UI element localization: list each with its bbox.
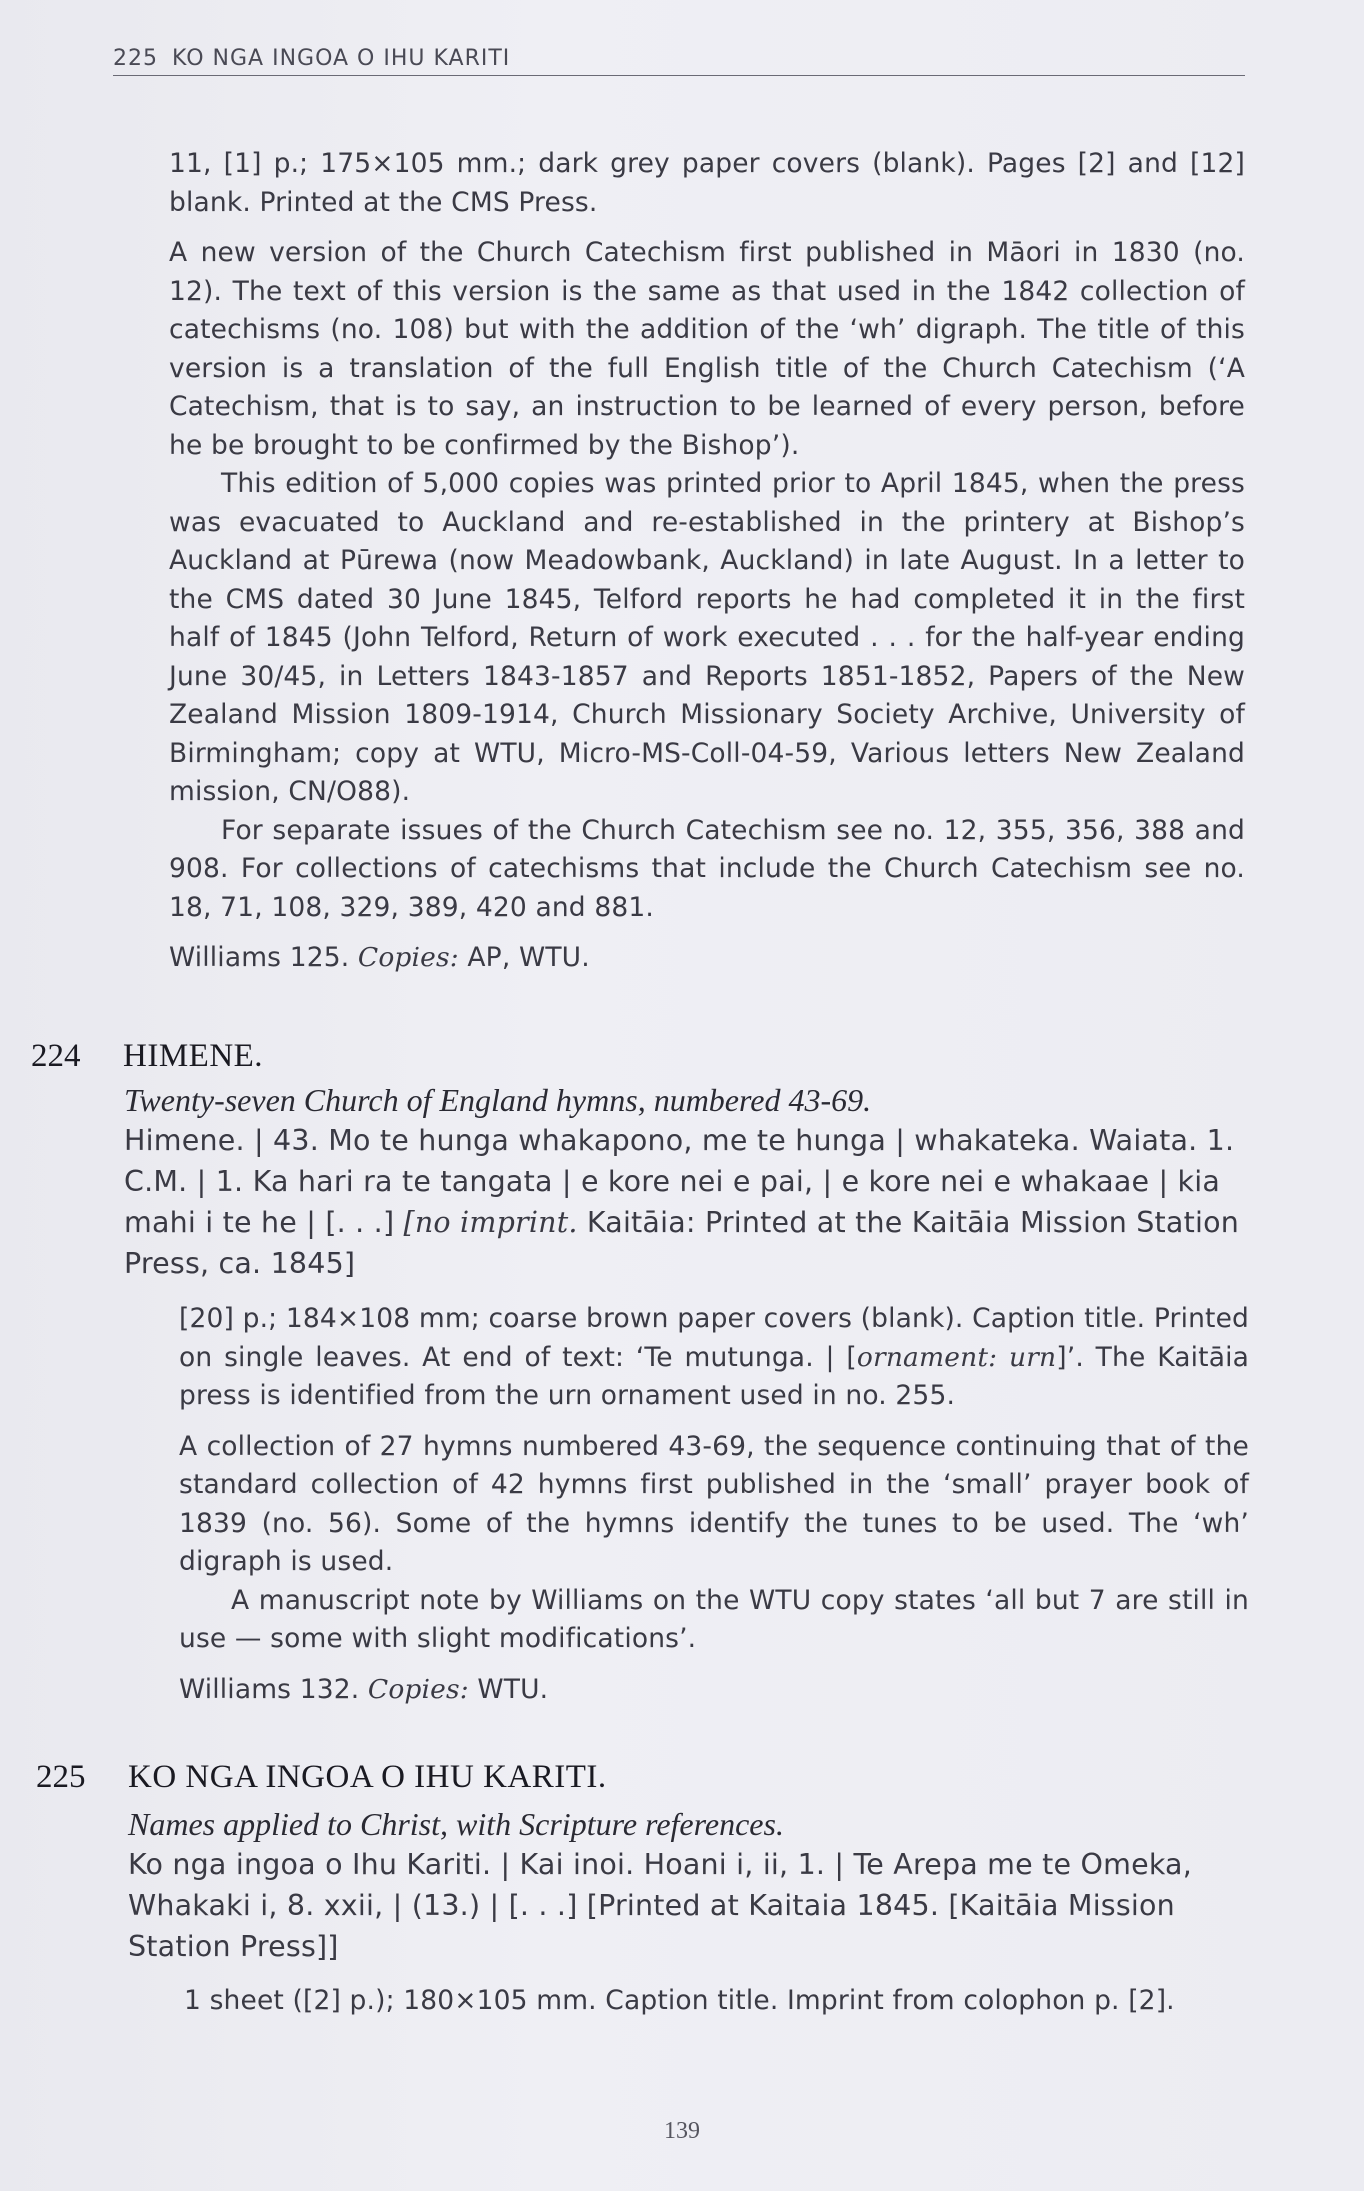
copies-value: WTU. [477, 1673, 549, 1705]
physical-description: 11, [1] p.; 175×105 mm.; dark grey paper covers (blank). Pages [2] and [12] blank. Printed at the CMS Press. [169, 148, 1245, 218]
entry-223-continuation [169, 145, 1245, 978]
copies-value: AP, WTU. [467, 942, 590, 973]
note-paragraph: For separate issues of the Church Catechism see no. 12, 355, 356, 388 and 908. For collections of catechisms that include the Church Catechism see no. 18, 71, 108, 329, 389, 420 and 881. [169, 814, 1245, 923]
title-transcription: Himene. | 43. Mo te hunga whakapono, me te hunga | whakateka. Waiata. 1. C.M. | 1. Ka hari ra te tangata | e kore nei e pai, | e kore nei e whakaae | kia mahi i te he | [. . .] [no imprint. Kaitāia: Printed at the Kaitāia Mission Station Press, ca. 1845] [124, 1124, 1239, 1280]
physical-description: [20] p.; 184×108 mm; coarse brown paper covers (blank). Caption title. Printed on single leaves. At end of text: ‘Te mutunga. | [ornament: urn]’. The Kaitāia press is identified from the urn ornament used in no. 255. [179, 1303, 1249, 1411]
running-head-title: KO NGA INGOA O IHU KARITI [172, 46, 511, 71]
entry-224-notes [179, 1300, 1249, 1709]
entry-number: 224 [31, 1038, 81, 1074]
copies-label: Copies: [367, 1673, 469, 1705]
english-title: Twenty-seven Church of England hymns, numbered 43-69. [124, 1082, 872, 1118]
entry-225-heading [36, 1759, 607, 1796]
entry-225-body [128, 1804, 1248, 1967]
reference-line [169, 939, 1245, 978]
entry-225-notes [184, 1982, 1249, 2021]
running-head-number: 225 [113, 46, 158, 71]
physical-description: 1 sheet ([2] p.); 180×105 mm. Caption title. Imprint from colophon p. [2]. [184, 1985, 1175, 2016]
entry-title: KO NGA INGOA O IHU KARITI. [128, 1759, 607, 1795]
english-title: Names applied to Christ, with Scripture references. [128, 1806, 784, 1842]
note-paragraph: This edition of 5,000 copies was printed prior to April 1845, when the press was evacuated to Auckland and re-established in the printery at Bishop’s Auckland at Pūrewa (now Meadowbank, Auckland) in late August. In a letter to the CMS dated 30 June 1845, Telford reports he had completed it in the first half of 1845 (John Telford, Return of work executed . . . for the half-year ending June 30/45, in Letters 1843-1857 and Reports 1851-1852, Papers of the New Zealand Mission 1809-1914, Church Missionary Society Archive, University of Birmingham; copy at WTU, Micro-MS-Coll-04-59, Various letters New Zealand mission, CN/O88). [169, 468, 1245, 807]
reference: Williams 132. [179, 1673, 360, 1705]
page-folio: 139 [664, 2118, 700, 2144]
title-transcription: Ko nga ingoa o Ihu Kariti. | Kai inoi. Hoani i, ii, 1. | Te Arepa me te Omeka, Whakaki i, 8. xxii, | (13.) | [. . .] [Printed at Kaitaia 1845. [Kaitāia Mission Station Press]] [128, 1848, 1192, 1963]
entry-224-body [124, 1080, 1249, 1284]
entry-title: HIMENE. [123, 1038, 264, 1074]
reference: Williams 125. [169, 942, 350, 973]
note-paragraph: A collection of 27 hymns numbered 43-69, the sequence continuing that of the standard collection of 42 hymns first published in the ‘small’ prayer book of 1839 (no. 56). Some of the hymns identify the tunes to be used. The ‘wh’ digraph is used. [179, 1430, 1249, 1577]
note-paragraph: A new version of the Church Catechism first published in Māori in 1830 (no. 12). The text of this version is the same as that used in the 1842 collection of catechisms (no. 108) but with the addition of the ‘wh’ digraph. The title of this version is a translation of the full English title of the Church Catechism (‘A Catechism, that is to say, an instruction to be learned of every person, before he be brought to be confirmed by the Bishop’). [169, 237, 1245, 461]
reference-line [179, 1671, 1249, 1710]
note-paragraph: A manuscript note by Williams on the WTU copy states ‘all but 7 are still in use — some with slight modifications’. [179, 1584, 1249, 1654]
entry-number: 225 [36, 1759, 86, 1795]
entry-224-heading [31, 1038, 263, 1075]
imprint-note: [no imprint. [403, 1206, 578, 1239]
copies-label: Copies: [357, 942, 459, 973]
running-head [113, 46, 1245, 76]
